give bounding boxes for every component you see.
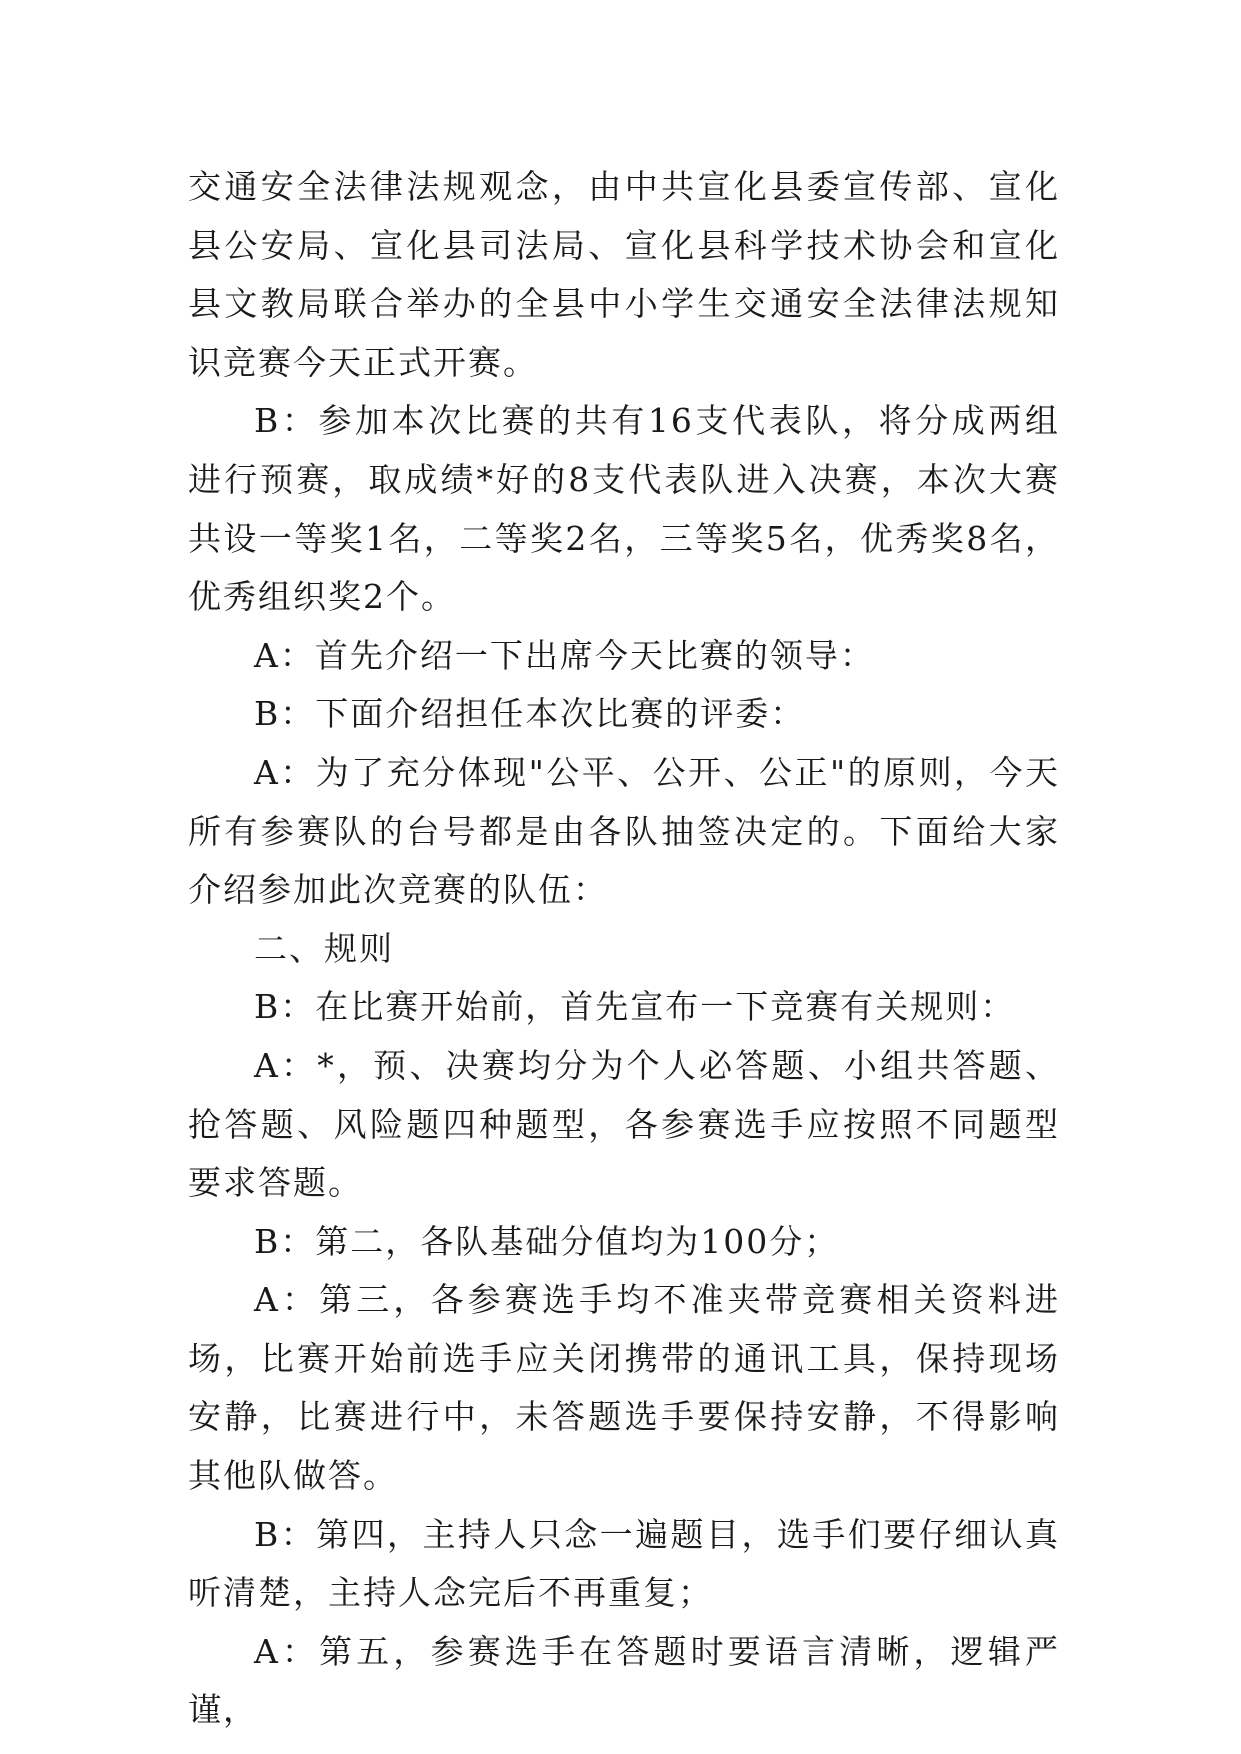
paragraph-11: B：第四，主持人只念一遍题目，选手们要仔细认真听清楚，主持人念完后不再重复； xyxy=(188,1514,1060,1613)
paragraph-4: B：下面介绍担任本次比赛的评委： xyxy=(254,694,806,734)
paragraph-3: A：首先介绍一下出席今天比赛的领导： xyxy=(254,635,875,675)
paragraph-2: B：参加本次比赛的共有16支代表队，将分成两组进行预赛，取成绩*好的8支代表队进入决赛，本次大赛共设一等奖1名，二等奖2名，三等奖5名，优秀奖8名，优秀组织奖2个。 xyxy=(188,401,1060,617)
paragraph-1: 交通安全法律法规观念，由中共宣化县委宣传部、宣化县公安局、宣化县司法局、宣化县科学技术协会和宣化县文教局联合举办的全县中小学生交通安全法律法规知识竞赛今天正式开赛。 xyxy=(188,167,1060,382)
paragraph-8: A：*，预、决赛均分为个人必答题、小组共答题、抢答题、风险题四种题型，各参赛选手应按照不同题型要求答题。 xyxy=(188,1045,1060,1203)
document-body xyxy=(188,158,1060,1740)
paragraph-5: A：为了充分体现"公平、公开、公正"的原则，今天所有参赛队的台号都是由各队抽签决定的。下面给大家介绍参加此次竞赛的队伍： xyxy=(188,752,1060,910)
paragraph-9: B：第二，各队基础分值均为100分； xyxy=(254,1221,840,1261)
paragraph-10: A：第三，各参赛选手均不准夹带竞赛相关资料进场，比赛开始前选手应关闭携带的通讯工具，保持现场安静，比赛进行中，未答题选手要保持安静，不得影响其他队做答。 xyxy=(188,1280,1060,1496)
paragraph-12: A：第五，参赛选手在答题时要语言清晰，逻辑严谨， xyxy=(188,1631,1060,1730)
section-heading: 二、规则 xyxy=(254,928,394,968)
paragraph-7: B：在比赛开始前，首先宣布一下竞赛有关规则： xyxy=(254,987,1016,1027)
